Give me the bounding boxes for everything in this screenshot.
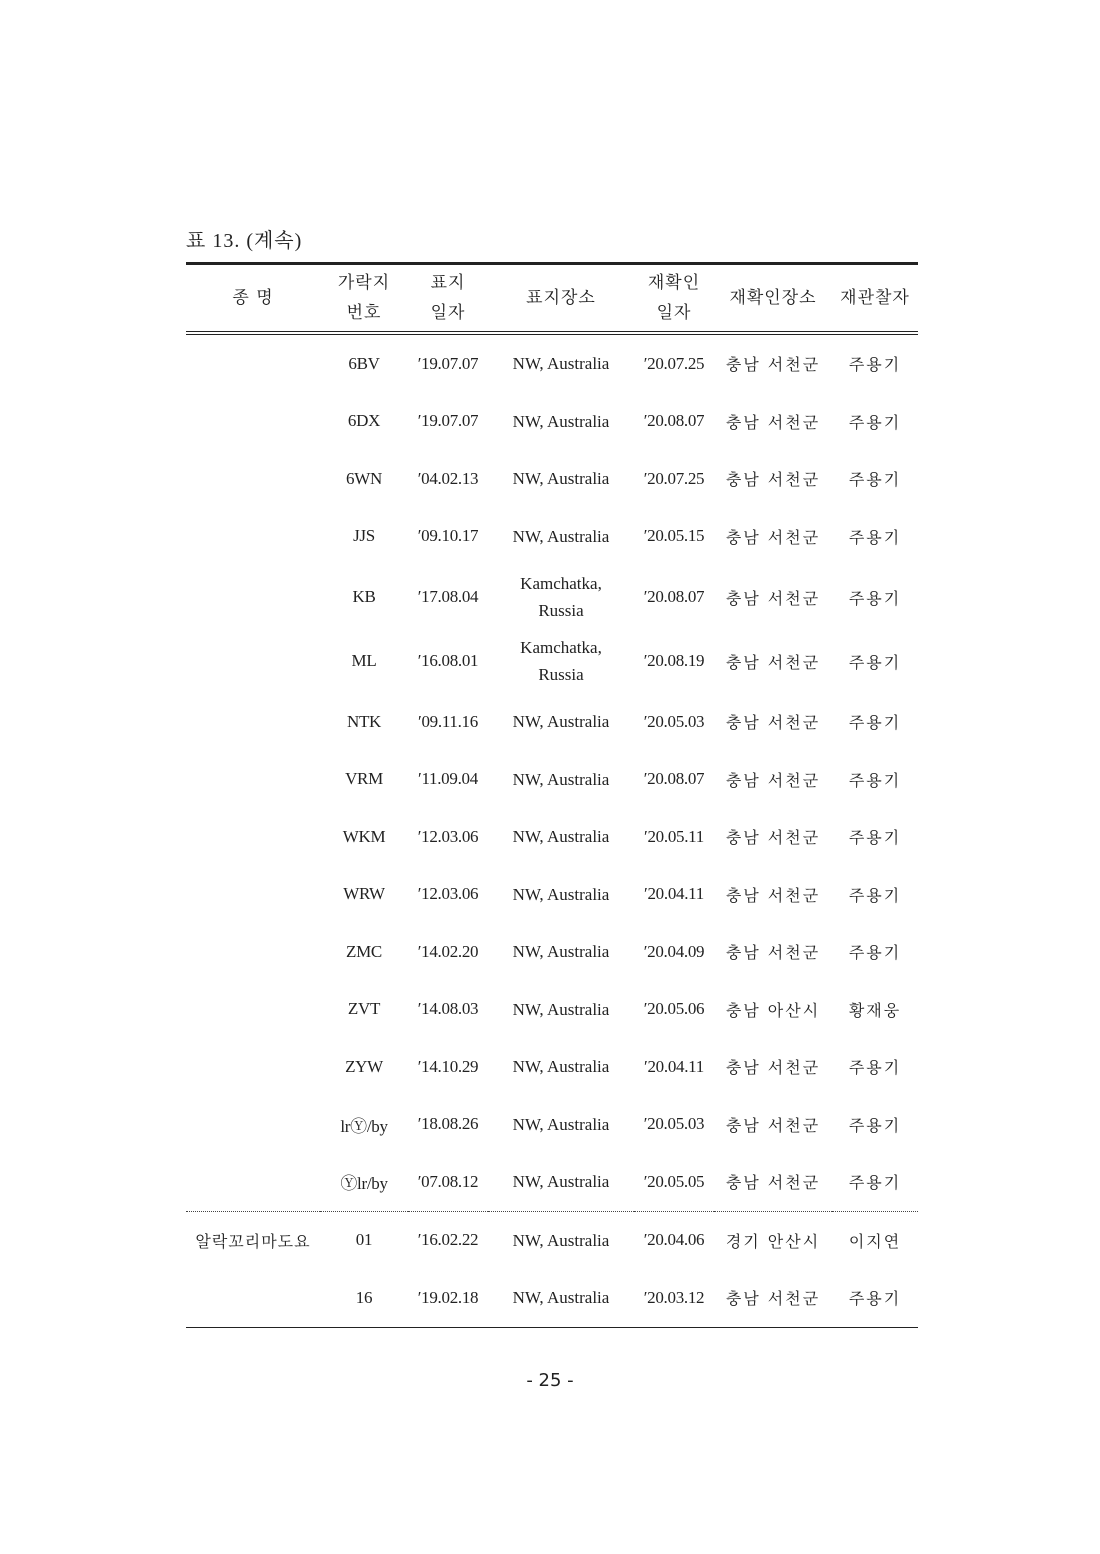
cell-recheck-place: 충남 서천군 — [725, 1115, 821, 1135]
cell-mark-place: NW, Australia — [512, 354, 610, 374]
cell-recheck-date: ′20.04.11 — [644, 884, 704, 904]
cell-mark-place: NW, Australia — [512, 1057, 610, 1077]
table-row — [186, 923, 918, 981]
table-row — [186, 866, 918, 924]
cell-ring: lrⓎ/by — [340, 1116, 388, 1136]
cell-recheck-date: ′20.07.25 — [643, 353, 705, 373]
cell-recheck-date: ′20.08.07 — [643, 769, 705, 789]
cell-mark-date: ′18.08.26 — [417, 1114, 479, 1134]
table-container — [186, 262, 918, 1328]
cell-ring: 01 — [355, 1230, 373, 1250]
cell-recheck-date: ′20.08.07 — [643, 587, 705, 606]
cell-observer: 주용기 — [848, 652, 902, 672]
cell-recheck-place: 충남 서천군 — [725, 770, 821, 790]
cell-mark-place: NW, Australia — [512, 1172, 610, 1192]
cell-ring: ZMC — [346, 941, 382, 961]
cell-species — [186, 808, 320, 866]
cell-species — [186, 333, 320, 393]
cell-species — [186, 981, 320, 1039]
cell-mark-place: NW, Australia — [512, 827, 610, 847]
table-row — [186, 629, 918, 693]
cell-observer: 주용기 — [848, 943, 902, 963]
cell-recheck-place: 경기 안산시 — [725, 1231, 821, 1251]
cell-recheck-place: 충남 서천군 — [725, 652, 821, 672]
cell-recheck-place: 충남 서천군 — [725, 355, 821, 375]
cell-mark-date: ′12.03.06 — [417, 884, 479, 904]
cell-recheck-place: 충남 서천군 — [725, 588, 821, 608]
cell-recheck-date: ′20.04.06 — [643, 1230, 705, 1250]
cell-recheck-date: ′20.08.19 — [643, 651, 705, 670]
banding-records-table — [186, 262, 918, 1328]
cell-species — [186, 393, 320, 451]
cell-ring: 16 — [355, 1287, 373, 1307]
cell-ring: 6DX — [347, 411, 381, 431]
table-caption: 표 13. (계속) — [186, 230, 303, 252]
cell-recheck-place: 충남 서천군 — [725, 527, 821, 547]
cell-recheck-date: ′20.04.11 — [644, 1056, 704, 1076]
cell-mark-place: NW, Australia — [512, 526, 610, 546]
page-number: - 25 - — [526, 1370, 574, 1391]
cell-ring: WRW — [343, 884, 385, 904]
table-row — [186, 981, 918, 1039]
table-row — [186, 1096, 918, 1154]
cell-mark-place: NW, Australia — [512, 712, 610, 732]
cell-mark-date: ′16.08.01 — [417, 651, 479, 670]
cell-recheck-place: 충남 서천군 — [725, 713, 821, 733]
cell-recheck-place: 충남 아산시 — [725, 1000, 821, 1020]
header-row — [186, 264, 918, 334]
cell-mark-date: ′09.11.16 — [418, 711, 478, 731]
cell-recheck-date: ′20.05.06 — [643, 999, 705, 1019]
cell-species — [186, 866, 320, 924]
cell-recheck-date: ′20.08.07 — [643, 411, 705, 431]
header-observer: 재관찰자 — [840, 288, 910, 308]
cell-species — [186, 629, 320, 693]
cell-recheck-date: ′20.07.25 — [643, 468, 705, 488]
cell-mark-date: ′14.08.03 — [417, 999, 479, 1019]
cell-observer: 주용기 — [848, 527, 902, 547]
header-recheck-place: 재확인장소 — [729, 288, 817, 308]
cell-observer: 주용기 — [848, 770, 902, 790]
cell-mark-place: NW, Australia — [512, 769, 610, 789]
table-row — [186, 565, 918, 629]
cell-mark-place: Kamchatka, Russia — [520, 638, 602, 684]
cell-ring: KB — [352, 587, 376, 606]
table-row — [186, 1269, 918, 1327]
cell-observer: 주용기 — [848, 828, 902, 848]
cell-mark-date: ′09.10.17 — [417, 526, 479, 546]
cell-observer: 주용기 — [848, 355, 902, 375]
cell-species — [186, 1153, 320, 1211]
cell-observer: 주용기 — [848, 1289, 902, 1309]
cell-recheck-date: ′20.04.09 — [643, 941, 705, 961]
cell-mark-date: ′17.08.04 — [417, 587, 479, 606]
cell-recheck-date: ′20.05.03 — [643, 1114, 705, 1134]
cell-mark-place: NW, Australia — [512, 942, 610, 962]
cell-mark-date: ′14.10.29 — [417, 1056, 479, 1076]
cell-species — [186, 450, 320, 508]
cell-ring: ZVT — [347, 999, 381, 1019]
cell-species: 알락꼬리마도요 — [195, 1231, 311, 1251]
cell-mark-date: ′19.02.18 — [417, 1287, 479, 1307]
cell-species — [186, 1269, 320, 1327]
cell-mark-date: ′04.02.13 — [417, 468, 479, 488]
cell-ring: 6BV — [348, 353, 380, 373]
table-row — [186, 693, 918, 751]
cell-ring: WKM — [342, 826, 386, 846]
cell-mark-date: ′19.07.07 — [417, 353, 479, 373]
cell-mark-date: ′19.07.07 — [417, 411, 479, 431]
table-row — [186, 1211, 918, 1269]
cell-species — [186, 508, 320, 566]
cell-mark-place: NW, Australia — [512, 1114, 610, 1134]
cell-observer: 주용기 — [848, 470, 902, 490]
cell-recheck-place: 충남 서천군 — [725, 1058, 821, 1078]
table-row — [186, 1038, 918, 1096]
cell-species — [186, 1038, 320, 1096]
cell-species — [186, 565, 320, 629]
cell-observer: 주용기 — [848, 588, 902, 608]
cell-recheck-place: 충남 서천군 — [725, 1173, 821, 1193]
cell-mark-place: NW, Australia — [512, 469, 610, 489]
table-row — [186, 450, 918, 508]
cell-recheck-date: ′20.05.11 — [644, 826, 704, 846]
cell-species — [186, 923, 320, 981]
table-row — [186, 751, 918, 809]
cell-mark-date: ′16.02.22 — [417, 1230, 479, 1250]
cell-recheck-place: 충남 서천군 — [725, 412, 821, 432]
cell-recheck-date: ′20.05.15 — [643, 526, 705, 546]
cell-observer: 황재웅 — [848, 1000, 902, 1020]
table-row — [186, 808, 918, 866]
cell-species — [186, 751, 320, 809]
cell-recheck-place: 충남 서천군 — [725, 1289, 821, 1309]
header-recheck-date: 재확인 일자 — [647, 273, 701, 323]
cell-mark-place: NW, Australia — [512, 411, 610, 431]
cell-recheck-place: 충남 서천군 — [725, 828, 821, 848]
cell-observer: 주용기 — [848, 1058, 902, 1078]
cell-mark-place: NW, Australia — [512, 884, 610, 904]
table-row — [186, 333, 918, 393]
cell-recheck-date: ′20.05.05 — [643, 1171, 705, 1191]
cell-ring: ML — [351, 651, 377, 670]
table-row — [186, 508, 918, 566]
cell-observer: 주용기 — [848, 885, 902, 905]
cell-mark-date: ′14.02.20 — [417, 941, 479, 961]
header-species: 종 명 — [232, 288, 274, 308]
table-row — [186, 393, 918, 451]
cell-ring: Ⓨlr/by — [340, 1174, 388, 1194]
cell-mark-date: ′12.03.06 — [417, 826, 479, 846]
cell-species — [186, 693, 320, 751]
cell-recheck-place: 충남 서천군 — [725, 943, 821, 963]
cell-observer: 주용기 — [848, 1115, 902, 1135]
cell-species — [186, 1096, 320, 1154]
table-row — [186, 1153, 918, 1211]
cell-ring: VRM — [345, 769, 383, 789]
cell-recheck-place: 충남 서천군 — [725, 470, 821, 490]
cell-observer: 주용기 — [848, 412, 902, 432]
cell-mark-place: NW, Australia — [512, 1288, 610, 1308]
cell-ring: JJS — [353, 526, 375, 546]
header-mark-place: 표지장소 — [526, 288, 596, 308]
cell-observer: 이지연 — [848, 1231, 902, 1251]
cell-observer: 주용기 — [848, 713, 902, 733]
cell-recheck-place: 충남 서천군 — [725, 885, 821, 905]
cell-mark-place: Kamchatka, Russia — [520, 574, 602, 620]
cell-ring: 6WN — [346, 468, 382, 488]
cell-mark-place: NW, Australia — [512, 1230, 610, 1250]
header-mark-date: 표지 일자 — [430, 273, 466, 323]
cell-mark-date: ′11.09.04 — [418, 769, 478, 789]
cell-ring: ZYW — [345, 1056, 383, 1076]
header-ring-number: 가락지 번호 — [337, 273, 391, 323]
cell-mark-date: ′07.08.12 — [417, 1171, 479, 1191]
cell-recheck-date: ′20.05.03 — [643, 711, 705, 731]
cell-recheck-date: ′20.03.12 — [643, 1287, 705, 1307]
cell-mark-place: NW, Australia — [512, 999, 610, 1019]
cell-ring: NTK — [346, 711, 382, 731]
cell-observer: 주용기 — [848, 1173, 902, 1193]
